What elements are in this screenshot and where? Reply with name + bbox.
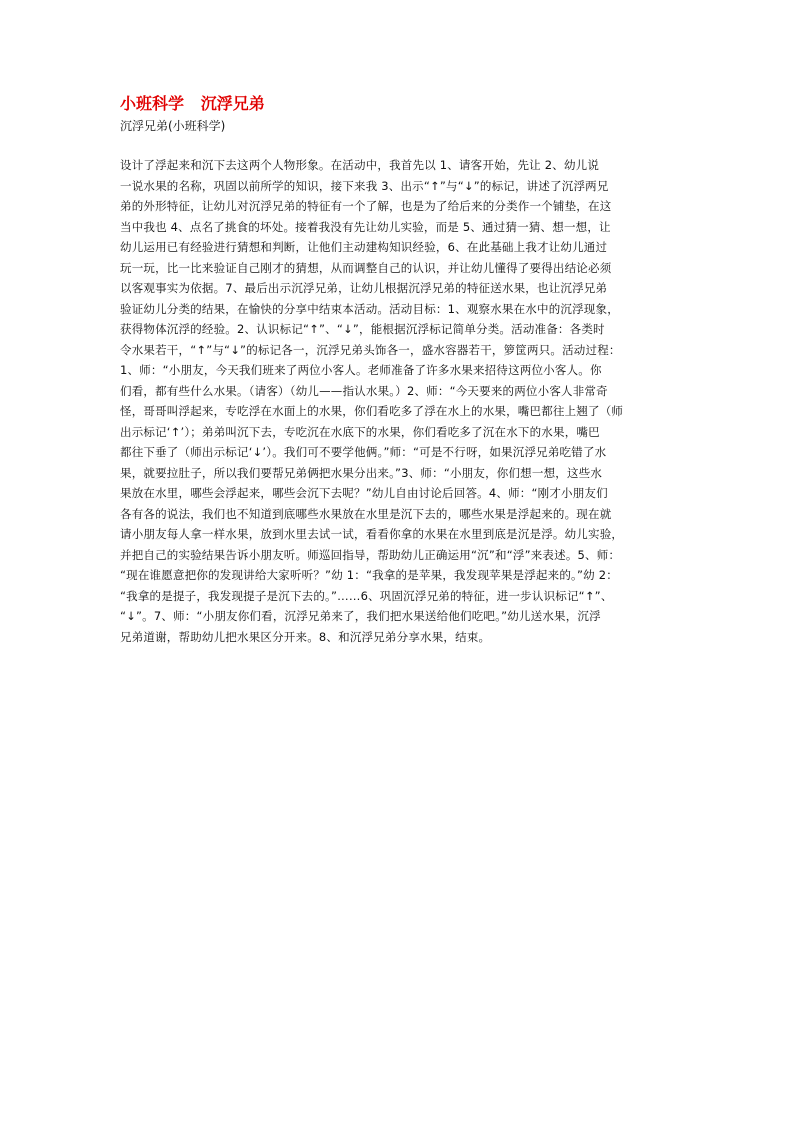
- body-line: 验证幼儿分类的结果，在愉快的分享中结束本活动。活动目标：1、观察水果在水中的沉浮现象，: [120, 301, 619, 316]
- body-line: 们看，都有些什么水果。（请客）（幼儿——指认水果。）2、师：“今天要来的两位小客人非常奇: [120, 383, 608, 398]
- body-line: 令水果若干，“↑”与“↓”的标记各一，沉浮兄弟头饰各一，盛水容器若干，箩筐两只。活动过程：: [120, 342, 621, 357]
- body-line: 各有各的说法，我们也不知道到底哪些水果放在水里是沉下去的，哪些水果是浮起来的。现在就: [120, 506, 612, 521]
- document-page: [120, 93, 678, 647]
- body-line: 果放在水里，哪些会浮起来，哪些会沉下去呢？”幼儿自由讨论后回答。4、师：“刚才小朋友们: [120, 486, 608, 500]
- body-line: 1、师：“小朋友，今天我们班来了两位小客人。老师准备了许多水果来招待这两位小客人。你: [120, 363, 602, 377]
- body-line: 并把自己的实验结果告诉小朋友听。师巡回指导，帮助幼儿正确运用“沉”和“浮”来表述。5、师：: [120, 547, 621, 562]
- body-line: 怪，哥哥叫浮起来，专吃浮在水面上的水果，你们看吃多了浮在水上的水果，嘴巴都往上翘了（师: [120, 404, 624, 418]
- body-line: “现在谁愿意把你的发现讲给大家听听？”幼 1：“我拿的是苹果，我发现苹果是浮起来的。”幼 2：: [120, 568, 618, 582]
- body-line: 以客观事实为依据。7、最后出示沉浮兄弟，让幼儿根据沉浮兄弟的特征送水果，也让沉浮兄弟: [120, 281, 608, 295]
- body-line: “我拿的是提子，我发现提子是沉下去的。”……6、巩固沉浮兄弟的特征，进一步认识标记“↑”、: [120, 588, 613, 603]
- body-line: 请小朋友每人拿一样水果，放到水里去试一试，看看你拿的水果在水里到底是沉是浮。幼儿实验，: [120, 527, 624, 541]
- article-body: [120, 155, 678, 647]
- body-line: 弟的外形特征，让幼儿对沉浮兄弟的特征有一个了解，也是为了给后来的分类作一个铺垫，在这: [120, 199, 612, 213]
- body-line: 幼儿运用已有经验进行猜想和判断，让他们主动建构知识经验，6、在此基础上我才让幼儿通过: [120, 240, 608, 254]
- body-line: 设计了浮起来和沉下去这两个人物形象。在活动中，我首先以 1、请客开始，先让 2、幼儿说: [120, 158, 600, 172]
- document-subtitle: 沉浮兄弟(小班科学): [120, 119, 226, 133]
- body-line: 兄弟道谢，帮助幼儿把水果区分开来。8、和沉浮兄弟分享水果，结束。: [120, 629, 491, 644]
- body-line: 获得物体沉浮的经验。2、认识标记“↑”、“↓”，能根据沉浮标记简单分类。活动准备：各类时: [120, 322, 605, 336]
- body-line: 都往下垂了（师出示标记‘↓’）。我们可不要学他俩。”师：“可是不行呀，如果沉浮兄弟吃错了水: [120, 445, 607, 459]
- body-line: 玩一玩，比一比来验证自己刚才的猜想，从而调整自己的认识，并让幼儿懂得了要得出结论必须: [120, 260, 612, 275]
- body-line: 果，就要拉肚子，所以我们要帮兄弟俩把水果分出来。”3、师：“小朋友，你们想一想，这些水: [120, 465, 603, 480]
- body-line: 当中我也 4、点名了挑食的坏处。接着我没有先让幼儿实验，而是 5、通过猜一猜、想一想，让: [120, 219, 611, 234]
- document-title: 小班科学 沉浮兄弟: [120, 94, 265, 113]
- body-line: 出示标记‘↑’）；弟弟叫沉下去，专吃沉在水底下的水果，你们看吃多了沉在水下的水果，嘴巴: [120, 424, 600, 439]
- body-line: “↓”。7、师：“小朋友你们看，沉浮兄弟来了，我们把水果送给他们吃吧。”幼儿送水果，沉浮: [120, 609, 601, 623]
- body-line: 一说水果的名称，巩固以前所学的知识，接下来我 3、出示“↑”与“↓”的标记，讲述了沉浮两兄: [120, 178, 609, 193]
